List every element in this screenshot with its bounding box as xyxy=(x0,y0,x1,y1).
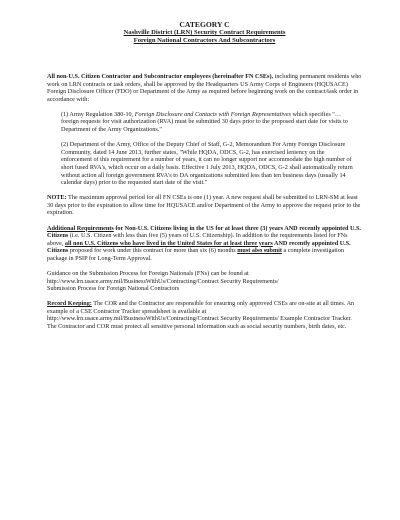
additional-bold-1: for Non-U.S. Citizens living in the US for at least three (3) years AND recently appointed U.S. Citizens xyxy=(47,224,361,240)
intro-text: including permanent residents who work on LRN contracts or task orders, shall be approved by the Headquarters US Army Corps of Engineers (HQUSACE) Foreign Disclosure Officer (FDO) or Department of the Army as required before beginning work on the contract/task order in accordance with: xyxy=(47,73,362,103)
guidance-line-3: Submission Process for Foreign National Contractors xyxy=(47,285,180,293)
item-1-paragraph xyxy=(47,111,362,134)
note-label: NOTE: xyxy=(47,194,67,202)
guidance-line-1: Guidance on the Submission Process for Foreign Nationals (FNs) can be found at xyxy=(47,269,249,277)
additional-text-2: proposed for work under this contract for more than six (6) months xyxy=(68,247,238,255)
additional-text-3: a complete investigation package in PSIP for Long-Term Approval. xyxy=(47,247,344,262)
record-keeping-label: Record Keeping: xyxy=(47,300,92,308)
section-title: Foreign National Contractors And Subcontractors xyxy=(133,37,276,44)
category-title: CATEGORY C xyxy=(179,20,230,29)
intro-bold: All non-U.S. Citizen Contractor and Subcontractor employees (hereinafter FN CSEs), xyxy=(47,73,274,80)
additional-text-1: (i.e. U.S. Citizen with less than five (5) years of U.S. Citizenship). In addition to the requirements listed for FNs above, xyxy=(47,232,348,247)
district-title: Nashville District (LRN) Security Contract Requirements xyxy=(123,29,286,36)
additional-bold-underline-2: all non U.S. Citizens who have lived in the United States for at least three years xyxy=(64,239,273,247)
note-text: The maximum approval period for all FN CSEs is one (1) year. A new request shall be submitted to LRN-SM at least 30 days prior to the expiration to allow time for HQUSACE and/or Department of the Army to approve the request prior to the expiration. xyxy=(47,194,361,217)
item-1-italic: Foreign Disclosure and Contacts with Foreign Representatives xyxy=(134,110,291,118)
item-2-paragraph: (2) Department of the Army, Office of the Deputy Chief of Staff, G-2, Memorandum For Army Foreign Disclosure Community, dated 14 June 2013, further states, "While HQDA, ODCS, G-2, has exercised leniency on the enforcement of this requirement for a number of years, it can no longer support nor accommodate the high number of short fused RVA's, which occur on a daily basis. Effective 1 July 2013, HQDA, ODCS, G-2 shall automatically return without action all foreign government RVA's to DA organizations submitted less than ten business days (usually 14 calendar days) prior to the requested start date of the visit." xyxy=(61,141,353,187)
guidance-link[interactable]: http://www.lrn.usace.army.mil/BusinessWithUs/Contracting/Contract Security Requirements/ xyxy=(47,277,279,285)
document-header xyxy=(47,20,362,45)
additional-label: Additional Requirements xyxy=(47,224,114,232)
intro-paragraph xyxy=(47,73,362,103)
guidance-paragraph xyxy=(47,270,362,293)
additional-bold-2: AND recently appointed U.S. Citizens xyxy=(47,239,351,255)
additional-requirements-paragraph xyxy=(47,225,362,263)
record-keeping-text: The COR and the Contractor are responsible for ensuring only approved CSEs are on-site at all times. An example of a CSE Contractor Tracker spreadsheet is available at http://www.lrn.usace.army.mil/BusinessWithUs/Contracting/Contract Security Requirements/ Example Contractor Tracker. The Contractor and COR must protect all sensitive personal information such as social security numbers, birth dates, etc. xyxy=(47,300,355,331)
additional-must-submit: must also submit xyxy=(237,247,282,255)
record-keeping-paragraph xyxy=(47,300,362,330)
item-1-text-a: (1) Army Regulation 380-10, xyxy=(61,110,135,118)
note-paragraph xyxy=(47,194,362,217)
item-1-text-b: which specifies "…foreign requests for visit authorization (RVA) must be submitted 30 days prior to the proposed start date for visits to Department of the Army Organizations." xyxy=(61,110,348,134)
